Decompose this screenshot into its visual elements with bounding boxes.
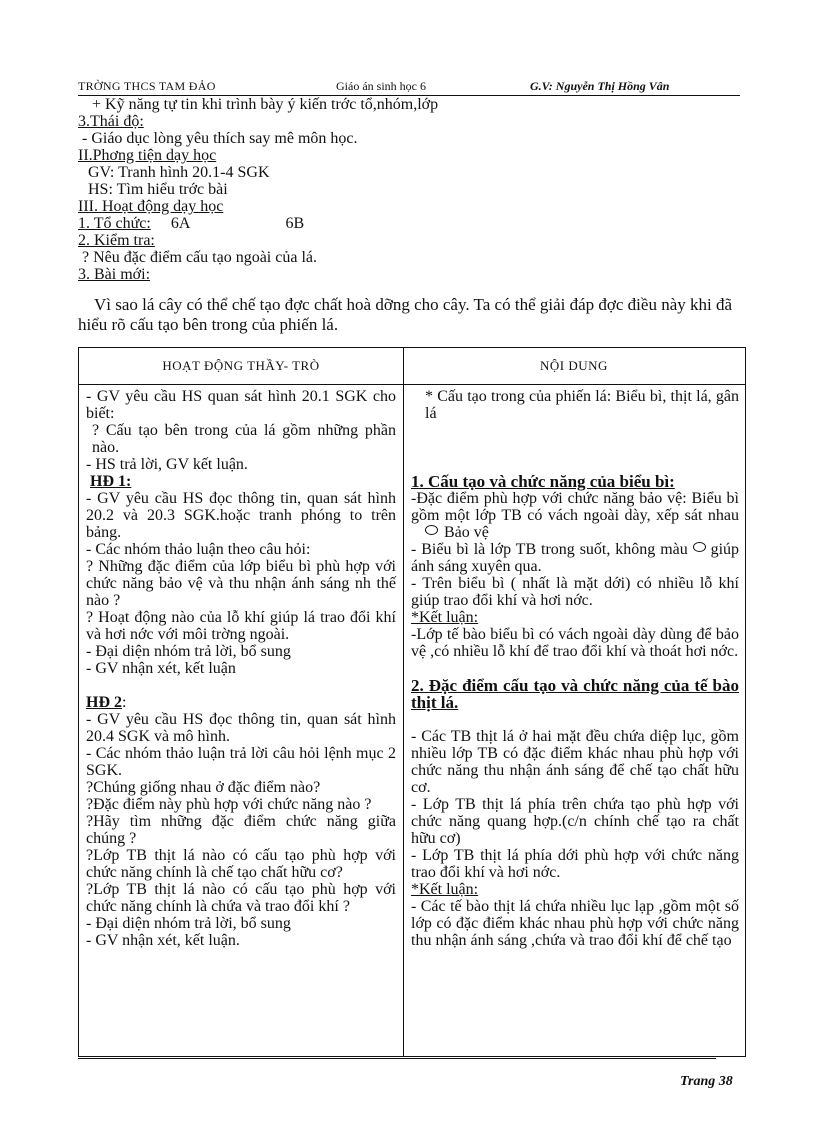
content-line: -Đặc điểm phù hợp với chức năng bảo vệ: Biểu bì gồm một lớp TB có vách ngoài dày, xếp sát nhau Bảo vệ xyxy=(411,490,739,541)
skill-line: + Kỹ năng tự tin khi trình bày ý kiến trớc tổ,nhóm,lớp xyxy=(92,96,439,113)
check-question: ? Nêu đặc điểm cấu tạo ngoài của lá. xyxy=(82,249,317,266)
attitude-line: - Giáo dục lòng yêu thích say mê môn học. xyxy=(82,130,358,147)
page-number: Trang 38 xyxy=(680,1074,733,1089)
content-column xyxy=(411,388,739,949)
lesson-table xyxy=(78,347,746,1057)
activity-line: - Các nhóm thảo luận theo câu hỏi: xyxy=(86,541,311,558)
hd2-heading: HĐ 2 xyxy=(86,694,122,711)
activity-line: - GV nhận xét, kết luận. xyxy=(86,932,240,949)
conclusion-1-heading: *Kết luận: xyxy=(411,609,479,626)
organization-line xyxy=(78,215,758,232)
activity-line: ?Đặc điểm này phù hợp với chức năng nào ? xyxy=(86,796,372,813)
intro-section xyxy=(78,96,758,283)
implies-circle-icon xyxy=(425,525,438,535)
header-content: NỘI DUNG xyxy=(540,358,608,373)
activity-line: - Đại diện nhóm trả lời, bổ sung xyxy=(86,643,291,660)
hd2-colon: : xyxy=(122,694,127,711)
class-6a: 6A xyxy=(170,215,190,232)
section-1-heading: 1. Cấu tạo và chức năng của biểu bì: xyxy=(411,472,675,491)
hd1-heading: HĐ 1: xyxy=(90,473,132,490)
activity-line: ? Hoạt động nào của lỗ khí giúp lá trao đổi khí và hơi nớc với môi trờng ngoài. xyxy=(86,609,396,643)
activity-line: ?Chúng giống nhau ở đặc điểm nào? xyxy=(86,779,321,796)
media-heading: II.Phơng tiện dạy học xyxy=(78,147,217,164)
school-name: TRỜNG THCS TAM ĐẢO xyxy=(78,79,216,93)
organization-label: 1. Tổ chức: xyxy=(78,215,151,232)
column-divider xyxy=(403,348,404,1056)
content-line: - Lớp TB thịt lá phía trên chứa tạo phù hợp với chức năng quang hợp.(c/n chính chế tạo ra chất hữu cơ) xyxy=(411,796,739,847)
class-6b: 6B xyxy=(285,215,305,232)
media-hs: HS: Tìm hiểu trớc bài xyxy=(88,181,228,198)
hd2-line xyxy=(86,694,396,711)
implies-circle-icon xyxy=(693,542,706,552)
attitude-heading: 3.Thái độ: xyxy=(78,113,144,130)
header-divider xyxy=(79,384,745,385)
activity-line: - GV yêu cầu HS đọc thông tin, quan sát hình 20.2 và 20.3 SGK.hoặc tranh phóng to trên bảng. xyxy=(86,490,396,541)
activities-heading: III. Hoạt động dạy học xyxy=(78,198,224,215)
header-activities: HOẠT ĐỘNG THẦY- TRÒ xyxy=(162,358,320,373)
lesson-intro-paragraph xyxy=(78,295,738,335)
activity-line: - Các nhóm thảo luận trả lời câu hỏi lệnh mục 2 SGK. xyxy=(86,745,396,779)
lesson-intro-text: Vì sao lá cây có thể chế tạo đợc chất hoà dỡng cho cây. Ta có thể giải đáp đợc điều này khi đã hiểu rõ cấu tạo bên trong của phiến lá. xyxy=(78,295,733,334)
bottom-rule xyxy=(78,1058,716,1059)
conclusion-2-heading: *Kết luận: xyxy=(411,881,479,898)
content-line: - Trên biểu bì ( nhất là mặt dới) có nhiều lỗ khí giúp trao đổi khí và hơi nớc. xyxy=(411,575,739,609)
activity-line: ? Những đặc điểm của lớp biểu bì phù hợp với chức năng bảo vệ và thu nhận ánh sáng nh thế nào ? xyxy=(86,558,396,609)
teacher-name: G.V: Nguyễn Thị Hồng Vân xyxy=(530,79,670,93)
content-line: - Lớp TB thịt lá phía dới phù hợp với chức năng trao đổi khí và hơi nớc. xyxy=(411,847,739,881)
content-line: - Biểu bì là lớp TB trong suốt, không màu giúp ánh sáng xuyên qua. xyxy=(411,541,740,575)
content-line: * Cấu tạo trong của phiến lá: Biểu bì, thịt lá, gân lá xyxy=(425,388,739,422)
activity-line: - GV yêu cầu HS quan sát hình 20.1 SGK cho biết: xyxy=(86,388,396,422)
activity-line: - GV yêu cầu HS đọc thông tin, quan sát hình 20.4 SGK và mô hình. xyxy=(86,711,396,745)
content-line: -Lớp tế bào biểu bì có vách ngoài dày dùng để bảo vệ ,có nhiều lỗ khí để trao đổi khí và thoát hơi nớc. xyxy=(411,626,739,660)
activities-column xyxy=(86,388,396,949)
activity-line: ?Hãy tìm những đặc điểm chức năng giữa chúng ? xyxy=(86,813,396,847)
section-2-heading: 2. Đặc điểm cấu tạo và chức năng của tế bào thịt lá. xyxy=(411,676,739,712)
subject-title: Giáo án sinh học 6 xyxy=(336,79,426,93)
content-line: - Các TB thịt lá ở hai mặt đều chứa diệp lục, gồm nhiều lớp TB có đặc điểm khác nhau phù hợp với chức năng thu nhận ánh sáng để chế tạo chất hữu cơ. xyxy=(411,728,739,796)
content-line: - Các tế bào thịt lá chứa nhiều lục lạp ,gồm một số lớp có đặc điểm khác nhau phù hợp với chức năng thu nhận ánh sáng ,chứa và trao đổi khí để chế tạo xyxy=(411,898,739,949)
activity-line: - HS trả lời, GV kết luận. xyxy=(86,456,248,473)
media-gv: GV: Tranh hình 20.1-4 SGK xyxy=(88,164,270,181)
activity-line: - GV nhận xét, kết luận xyxy=(86,660,236,677)
activity-line: ?Lớp TB thịt lá nào có cấu tạo phù hợp với chức năng chính là chứa và trao đổi khí ? xyxy=(86,881,396,915)
check-heading: 2. Kiểm tra: xyxy=(78,232,155,249)
activity-line: ? Cấu tạo bên trong của lá gồm những phần nào. xyxy=(92,422,396,456)
page-header xyxy=(78,79,740,96)
activity-line: - Đại diện nhóm trả lời, bổ sung xyxy=(86,915,291,932)
activity-line: ?Lớp TB thịt lá nào có cấu tạo phù hợp với chức năng chính là chế tạo chất hữu cơ? xyxy=(86,847,396,881)
new-lesson-heading: 3. Bài mới: xyxy=(78,266,151,283)
